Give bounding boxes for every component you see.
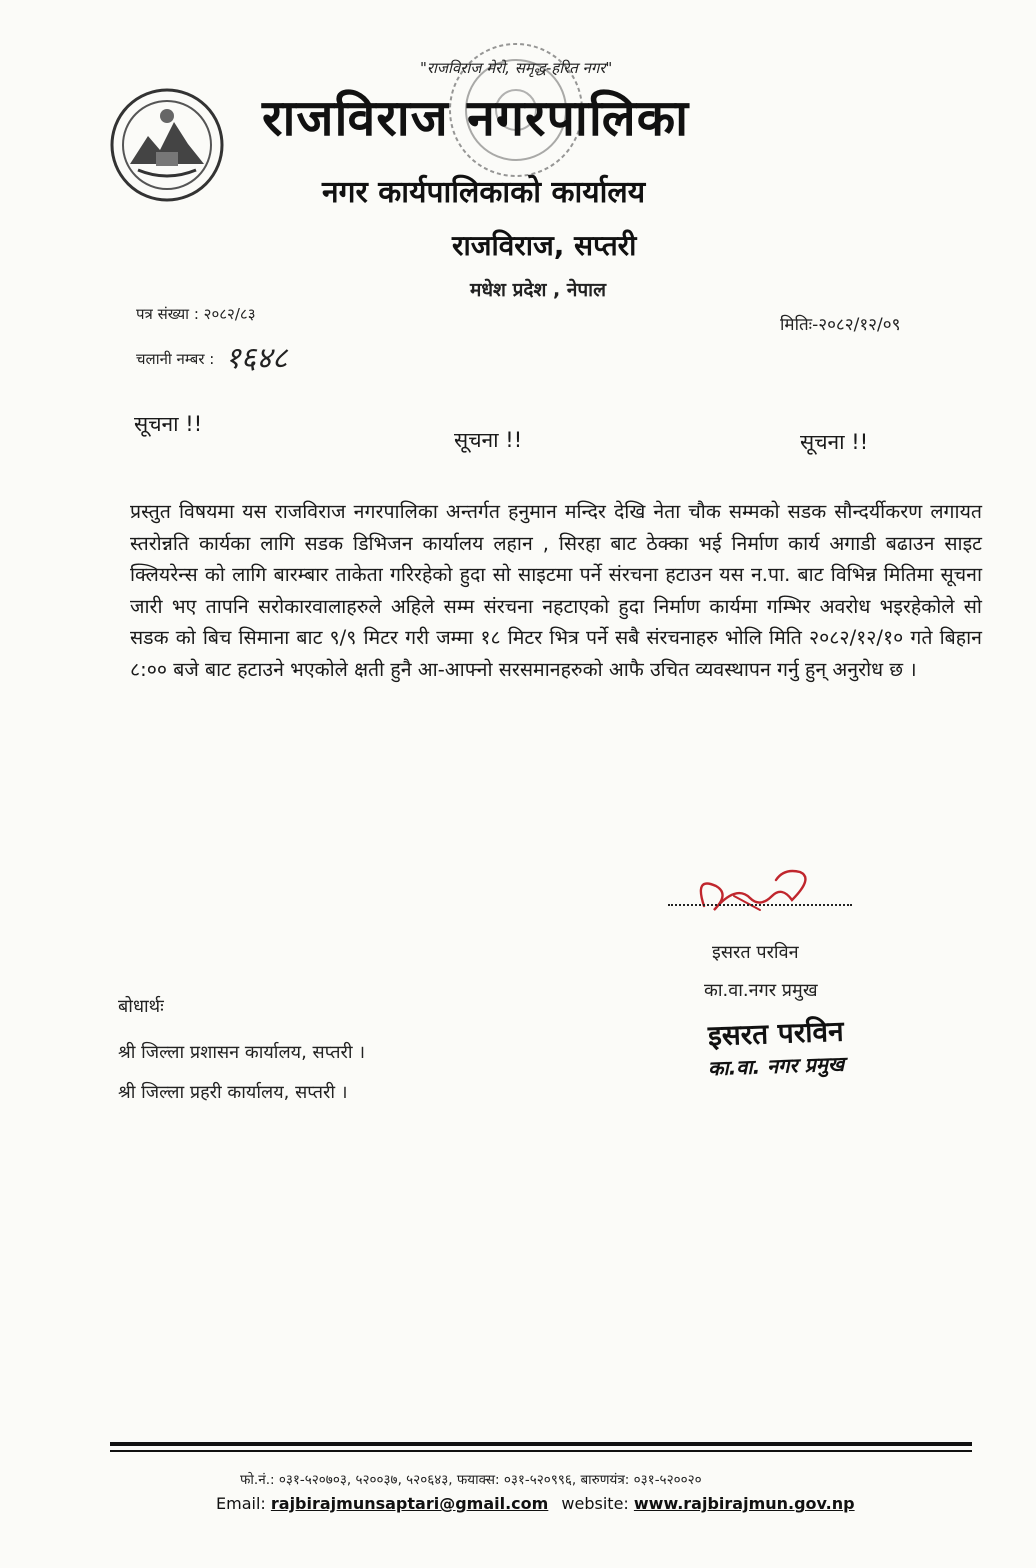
municipality-slogan: "राजविराज मेरो, समृद्ध-हरित नगर"	[420, 59, 613, 77]
footer-phone-numbers: फो.नं.: ०३१-५२०७०३, ५२००३७, ५२०६४३, फयाक्स: ०३१-५२०९९६, बारुणयंत्र: ०३१-५२००२०	[240, 1472, 702, 1488]
seal-signatory-name: इसरत परविन	[707, 1014, 845, 1053]
website-label: website:	[561, 1494, 629, 1513]
signature-line	[668, 904, 852, 906]
province-country: मधेश प्रदेश , नेपाल	[470, 279, 606, 301]
notice-heading-right: सूचना !!	[800, 430, 869, 454]
footer-web-line	[216, 1494, 855, 1513]
website-link[interactable]: www.rajbirajmun.gov.np	[633, 1494, 855, 1513]
email-label: Email:	[216, 1494, 266, 1513]
letter-number: पत्र संख्या : २०८२/८३	[136, 305, 256, 323]
dispatch-number-value: १६४८	[225, 341, 288, 376]
office-location: राजविराज, सप्तरी	[452, 229, 637, 262]
seal-signatory-title: का.वा. नगर प्रमुख	[707, 1051, 845, 1081]
dispatch-number-line	[136, 336, 287, 377]
cc-label: बोधार्थः	[118, 996, 164, 1017]
footer-rule-thin	[110, 1450, 972, 1452]
cc-item-district-admin: श्री जिल्ला प्रशासन कार्यालय, सप्तरी ।	[118, 1042, 366, 1063]
footer-rule-thick	[110, 1442, 972, 1446]
email-link[interactable]: rajbirajmunsaptari@gmail.com	[270, 1494, 549, 1513]
dispatch-number-label: चलानी नम्बर :	[136, 350, 215, 368]
nepal-emblem-logo	[108, 86, 226, 204]
office-name: नगर कार्यपालिकाको कार्यालय	[322, 175, 646, 210]
signatory-name: इसरत परविन	[712, 942, 799, 963]
notice-heading-left: सूचना !!	[134, 412, 203, 436]
notice-body: प्रस्तुत विषयमा यस राजविराज नगरपालिका अन्तर्गत हनुमान मन्दिर देखि नेता चौक सम्मको सडक सौन्दर्यीकरण लगायत स्तरोन्नति कार्यका लागि सडक डिभिजन कार्यालय लहान , सिरहा बाट ठेक्का भई निर्माण कार्य अगाडी बढाउन साइट क्लियरेन्स को लागि बारम्बार ताकेता गरिरहेको हुदा सो साइटमा पर्ने संरचना हटाउन यस न.पा. बाट विभिन्न मितिमा सूचना जारी भए तापनि सरोकारवालाहरुले अहिले सम्म संरचना नहटाएको हुदा निर्माण कार्यमा गम्भिर अवरोध भइरहेकोले सो सडक को बिच सिमाना बाट ९/९ मिटर गरी जम्मा १८ मिटर भित्र पर्ने सबै संरचनाहरु भोलि मिति २०८२/१२/१० गते बिहान ८:०० बजे बाट हटाउने भएकोले क्षती हुनै आ-आफ्नो सरसमानहरुको आफै उचित व्यवस्थापन गर्नु हुन् अनुरोध छ ।	[130, 500, 982, 681]
handwritten-signature	[664, 866, 858, 930]
signatory-title: का.वा.नगर प्रमुख	[704, 980, 818, 1001]
notice-heading-center: सूचना !!	[454, 428, 523, 452]
organization-name: राजविराज नगरपालिका	[262, 89, 690, 147]
letter-date: मितिः-२०८२/१२/०९	[780, 315, 901, 335]
cc-item-district-police: श्री जिल्ला प्रहरी कार्यालय, सप्तरी ।	[118, 1082, 348, 1103]
